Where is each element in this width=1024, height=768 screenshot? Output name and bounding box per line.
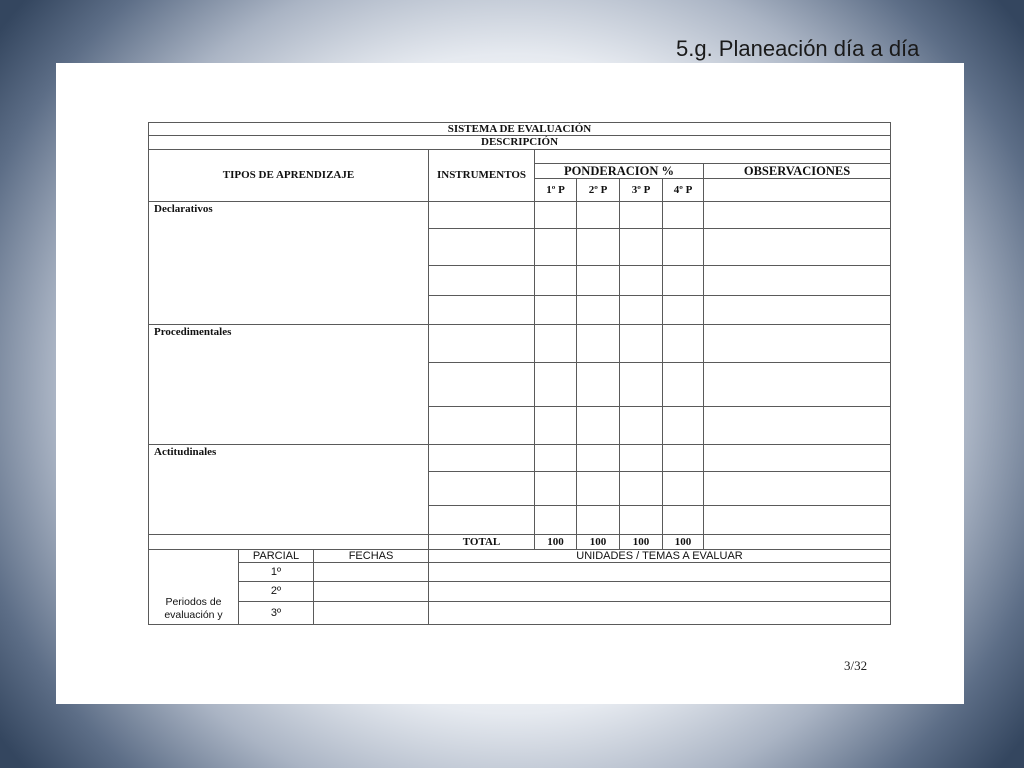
observation-cell[interactable] — [704, 445, 891, 472]
total-value-3: 100 — [620, 535, 663, 550]
header-fechas: FECHAS — [314, 550, 429, 563]
score-cell[interactable] — [535, 407, 577, 445]
total-spacer — [149, 535, 429, 550]
evaluation-system-table — [148, 122, 891, 625]
header-unidades: UNIDADES / TEMAS A EVALUAR — [429, 550, 891, 563]
instrument-cell[interactable] — [429, 506, 535, 535]
observation-cell[interactable] — [704, 296, 891, 325]
score-cell[interactable] — [577, 202, 620, 229]
page-number: 3/32 — [844, 658, 868, 673]
fecha-cell[interactable] — [314, 563, 429, 582]
score-cell[interactable] — [577, 506, 620, 535]
score-cell[interactable] — [535, 506, 577, 535]
score-cell[interactable] — [577, 445, 620, 472]
observation-cell[interactable] — [704, 407, 891, 445]
score-cell[interactable] — [620, 266, 663, 296]
score-cell[interactable] — [663, 363, 704, 407]
period-header-3: 3º P — [620, 179, 663, 202]
score-cell[interactable] — [663, 407, 704, 445]
periodos-label: Periodos de evaluación y — [149, 550, 239, 625]
instrument-cell[interactable] — [429, 296, 535, 325]
total-row — [149, 535, 891, 550]
total-value-1: 100 — [535, 535, 577, 550]
instrument-cell[interactable] — [429, 363, 535, 407]
table-row — [149, 202, 891, 229]
table-row — [149, 563, 891, 582]
observation-cell[interactable] — [704, 266, 891, 296]
parcial-1: 1º — [239, 563, 314, 582]
table-subheading: DESCRIPCIÓN — [149, 136, 891, 150]
score-cell[interactable] — [663, 445, 704, 472]
score-cell[interactable] — [663, 266, 704, 296]
unidades-cell[interactable] — [429, 582, 891, 602]
header-observaciones: OBSERVACIONES — [704, 164, 891, 179]
observaciones-subheader — [704, 179, 891, 202]
instrument-cell[interactable] — [429, 325, 535, 363]
total-value-4: 100 — [663, 535, 704, 550]
total-observation — [704, 535, 891, 550]
category-procedimentales: Procedimentales — [149, 325, 429, 445]
category-actitudinales: Actitudinales — [149, 445, 429, 535]
table-row — [149, 325, 891, 363]
score-cell[interactable] — [535, 325, 577, 363]
observation-cell[interactable] — [704, 325, 891, 363]
score-cell[interactable] — [577, 407, 620, 445]
score-cell[interactable] — [620, 506, 663, 535]
instrument-cell[interactable] — [429, 407, 535, 445]
table-row — [149, 445, 891, 472]
score-cell[interactable] — [577, 229, 620, 266]
score-cell[interactable] — [577, 296, 620, 325]
score-cell[interactable] — [577, 325, 620, 363]
score-cell[interactable] — [535, 363, 577, 407]
score-cell[interactable] — [620, 229, 663, 266]
score-cell[interactable] — [577, 472, 620, 506]
observation-cell[interactable] — [704, 506, 891, 535]
observation-cell[interactable] — [704, 229, 891, 266]
instrument-cell[interactable] — [429, 229, 535, 266]
score-cell[interactable] — [663, 472, 704, 506]
slide-title: 5.g. Planeación día a día — [676, 36, 920, 61]
instrument-cell[interactable] — [429, 202, 535, 229]
period-header-2: 2º P — [577, 179, 620, 202]
score-cell[interactable] — [663, 202, 704, 229]
score-cell[interactable] — [535, 296, 577, 325]
period-header-4: 4º P — [663, 179, 704, 202]
score-cell[interactable] — [535, 266, 577, 296]
header-ponderacion: PONDERACION % — [535, 164, 704, 179]
bottom-header-row — [149, 550, 891, 563]
document-page — [56, 63, 964, 704]
unidades-cell[interactable] — [429, 602, 891, 625]
score-cell[interactable] — [663, 296, 704, 325]
score-cell[interactable] — [620, 202, 663, 229]
observation-cell[interactable] — [704, 472, 891, 506]
header-parcial: PARCIAL — [239, 550, 314, 563]
score-cell[interactable] — [535, 229, 577, 266]
instrument-cell[interactable] — [429, 266, 535, 296]
parcial-3: 3º — [239, 602, 314, 625]
score-cell[interactable] — [620, 407, 663, 445]
observation-cell[interactable] — [704, 363, 891, 407]
score-cell[interactable] — [663, 506, 704, 535]
period-header-1: 1º P — [535, 179, 577, 202]
instrument-cell[interactable] — [429, 445, 535, 472]
header-spacer — [535, 150, 891, 164]
total-value-2: 100 — [577, 535, 620, 550]
header-tipos-aprendizaje: TIPOS DE APRENDIZAJE — [149, 150, 429, 202]
score-cell[interactable] — [577, 363, 620, 407]
score-cell[interactable] — [535, 202, 577, 229]
table-row — [149, 602, 891, 625]
observation-cell[interactable] — [704, 202, 891, 229]
instrument-cell[interactable] — [429, 472, 535, 506]
score-cell[interactable] — [620, 363, 663, 407]
score-cell[interactable] — [620, 296, 663, 325]
score-cell[interactable] — [663, 325, 704, 363]
score-cell[interactable] — [535, 472, 577, 506]
score-cell[interactable] — [663, 229, 704, 266]
score-cell[interactable] — [620, 325, 663, 363]
table-heading: SISTEMA DE EVALUACIÓN — [149, 123, 891, 136]
score-cell[interactable] — [620, 445, 663, 472]
fecha-cell[interactable] — [314, 602, 429, 625]
unidades-cell[interactable] — [429, 563, 891, 582]
parcial-2: 2º — [239, 582, 314, 602]
header-instrumentos: INSTRUMENTOS — [429, 150, 535, 202]
total-label: TOTAL — [429, 535, 535, 550]
score-cell[interactable] — [577, 266, 620, 296]
category-declarativos: Declarativos — [149, 202, 429, 325]
score-cell[interactable] — [535, 445, 577, 472]
score-cell[interactable] — [620, 472, 663, 506]
table-row — [149, 582, 891, 602]
fecha-cell[interactable] — [314, 582, 429, 602]
